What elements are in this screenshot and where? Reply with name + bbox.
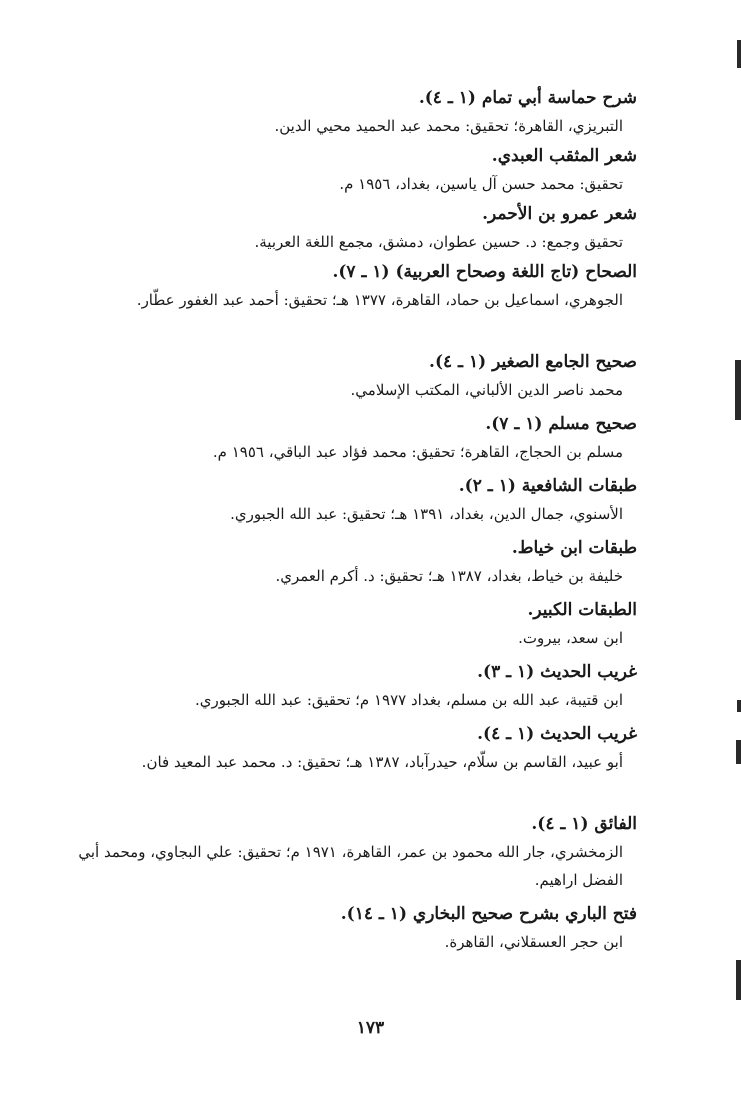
entry-title: شرح حماسة أبي تمام (١ ـ ٤).: [418, 88, 637, 108]
entry-detail: ابن حجر العسقلاني، القاهرة.: [444, 933, 623, 951]
entry-title: غريب الحديث (١ ـ ٤).: [477, 724, 637, 744]
scan-edge-mark: [737, 40, 741, 68]
entry-detail: خليفة بن خياط، بغداد، ١٣٨٧ هـ؛ تحقيق: د. أكرم العمري.: [275, 567, 623, 585]
bibliography-entry: [77, 900, 637, 958]
bibliography-entry: [77, 596, 637, 654]
entry-detail: الزمخشري، جار الله محمود بن عمر، القاهرة، ١٩٧١ م؛ تحقيق: علي البجاوي، ومحمد أبي الفضل اراهيم.: [78, 843, 623, 889]
bibliography-entry: [77, 410, 637, 468]
bibliography-entry: [77, 720, 637, 806]
entry-title: صحيح الجامع الصغير (١ ـ ٤).: [429, 352, 637, 372]
bibliography-entry: [77, 534, 637, 592]
bibliography-entry: [77, 810, 637, 896]
bibliography-entry: [77, 258, 637, 344]
bibliography-entry: [77, 472, 637, 530]
bibliography-entry: [77, 200, 637, 258]
entry-title: فتح الباري بشرح صحيح البخاري (١ ـ ١٤).: [340, 904, 637, 924]
entry-detail: الجوهري، اسماعيل بن حماد، القاهرة، ١٣٧٧ هـ؛ تحقيق: أحمد عبد الغفور عطّار.: [136, 291, 623, 309]
entry-title: غريب الحديث (١ ـ ٣).: [477, 662, 637, 682]
entry-detail: ابن قتيبة، عبد الله بن مسلم، بغداد ١٩٧٧ م؛ تحقيق: عبد الله الجبوري.: [194, 691, 623, 709]
scan-edge-mark: [735, 360, 741, 420]
bibliography-entry: [77, 142, 637, 200]
entry-detail: التبريزي، القاهرة؛ تحقيق: محمد عبد الحميد محيي الدين.: [274, 117, 623, 135]
page-number: ١٧٣: [356, 1018, 385, 1038]
bibliography-list: [77, 84, 637, 958]
scan-edge-mark: [736, 960, 741, 1000]
bibliography-entry: [77, 348, 637, 406]
entry-title: طبقات ابن خياط.: [511, 538, 637, 558]
entry-detail: ابن سعد، بيروت.: [518, 629, 623, 647]
bibliography-entry: [77, 658, 637, 716]
entry-detail: مسلم بن الحجاج، القاهرة؛ تحقيق: محمد فؤاد عبد الباقي، ١٩٥٦ م.: [212, 443, 623, 461]
bibliography-entry: [77, 84, 637, 142]
entry-detail: تحقيق: محمد حسن آل ياسين، بغداد، ١٩٥٦ م.: [339, 175, 623, 193]
scan-edge-mark: [736, 740, 741, 764]
entry-title: شعر عمرو بن الأحمر.: [482, 204, 637, 224]
entry-title: صحيح مسلم (١ ـ ٧).: [485, 414, 637, 434]
entry-title: الفائق (١ ـ ٤).: [531, 814, 637, 834]
entry-title: الصحاح (تاج اللغة وصحاح العربية) (١ ـ ٧).: [332, 262, 637, 282]
entry-detail: الأسنوي، جمال الدين، بغداد، ١٣٩١ هـ؛ تحقيق: عبد الله الجبوري.: [230, 505, 623, 523]
entry-detail: محمد ناصر الدين الألباني، المكتب الإسلامي.: [350, 381, 623, 399]
scan-edge-mark: [737, 700, 741, 712]
entry-title: طبقات الشافعية (١ ـ ٢).: [458, 476, 637, 496]
entry-detail: أبو عبيد، القاسم بن سلّام، حيدرآباد، ١٣٨٧ هـ؛ تحقيق: د. محمد عبد المعيد فان.: [141, 753, 623, 771]
entry-title: شعر المثقب العبدي.: [491, 146, 637, 166]
entry-detail: تحقيق وجمع: د. حسين عطوان، دمشق، مجمع اللغة العربية.: [254, 233, 623, 251]
entry-title: الطبقات الكبير.: [527, 600, 637, 620]
